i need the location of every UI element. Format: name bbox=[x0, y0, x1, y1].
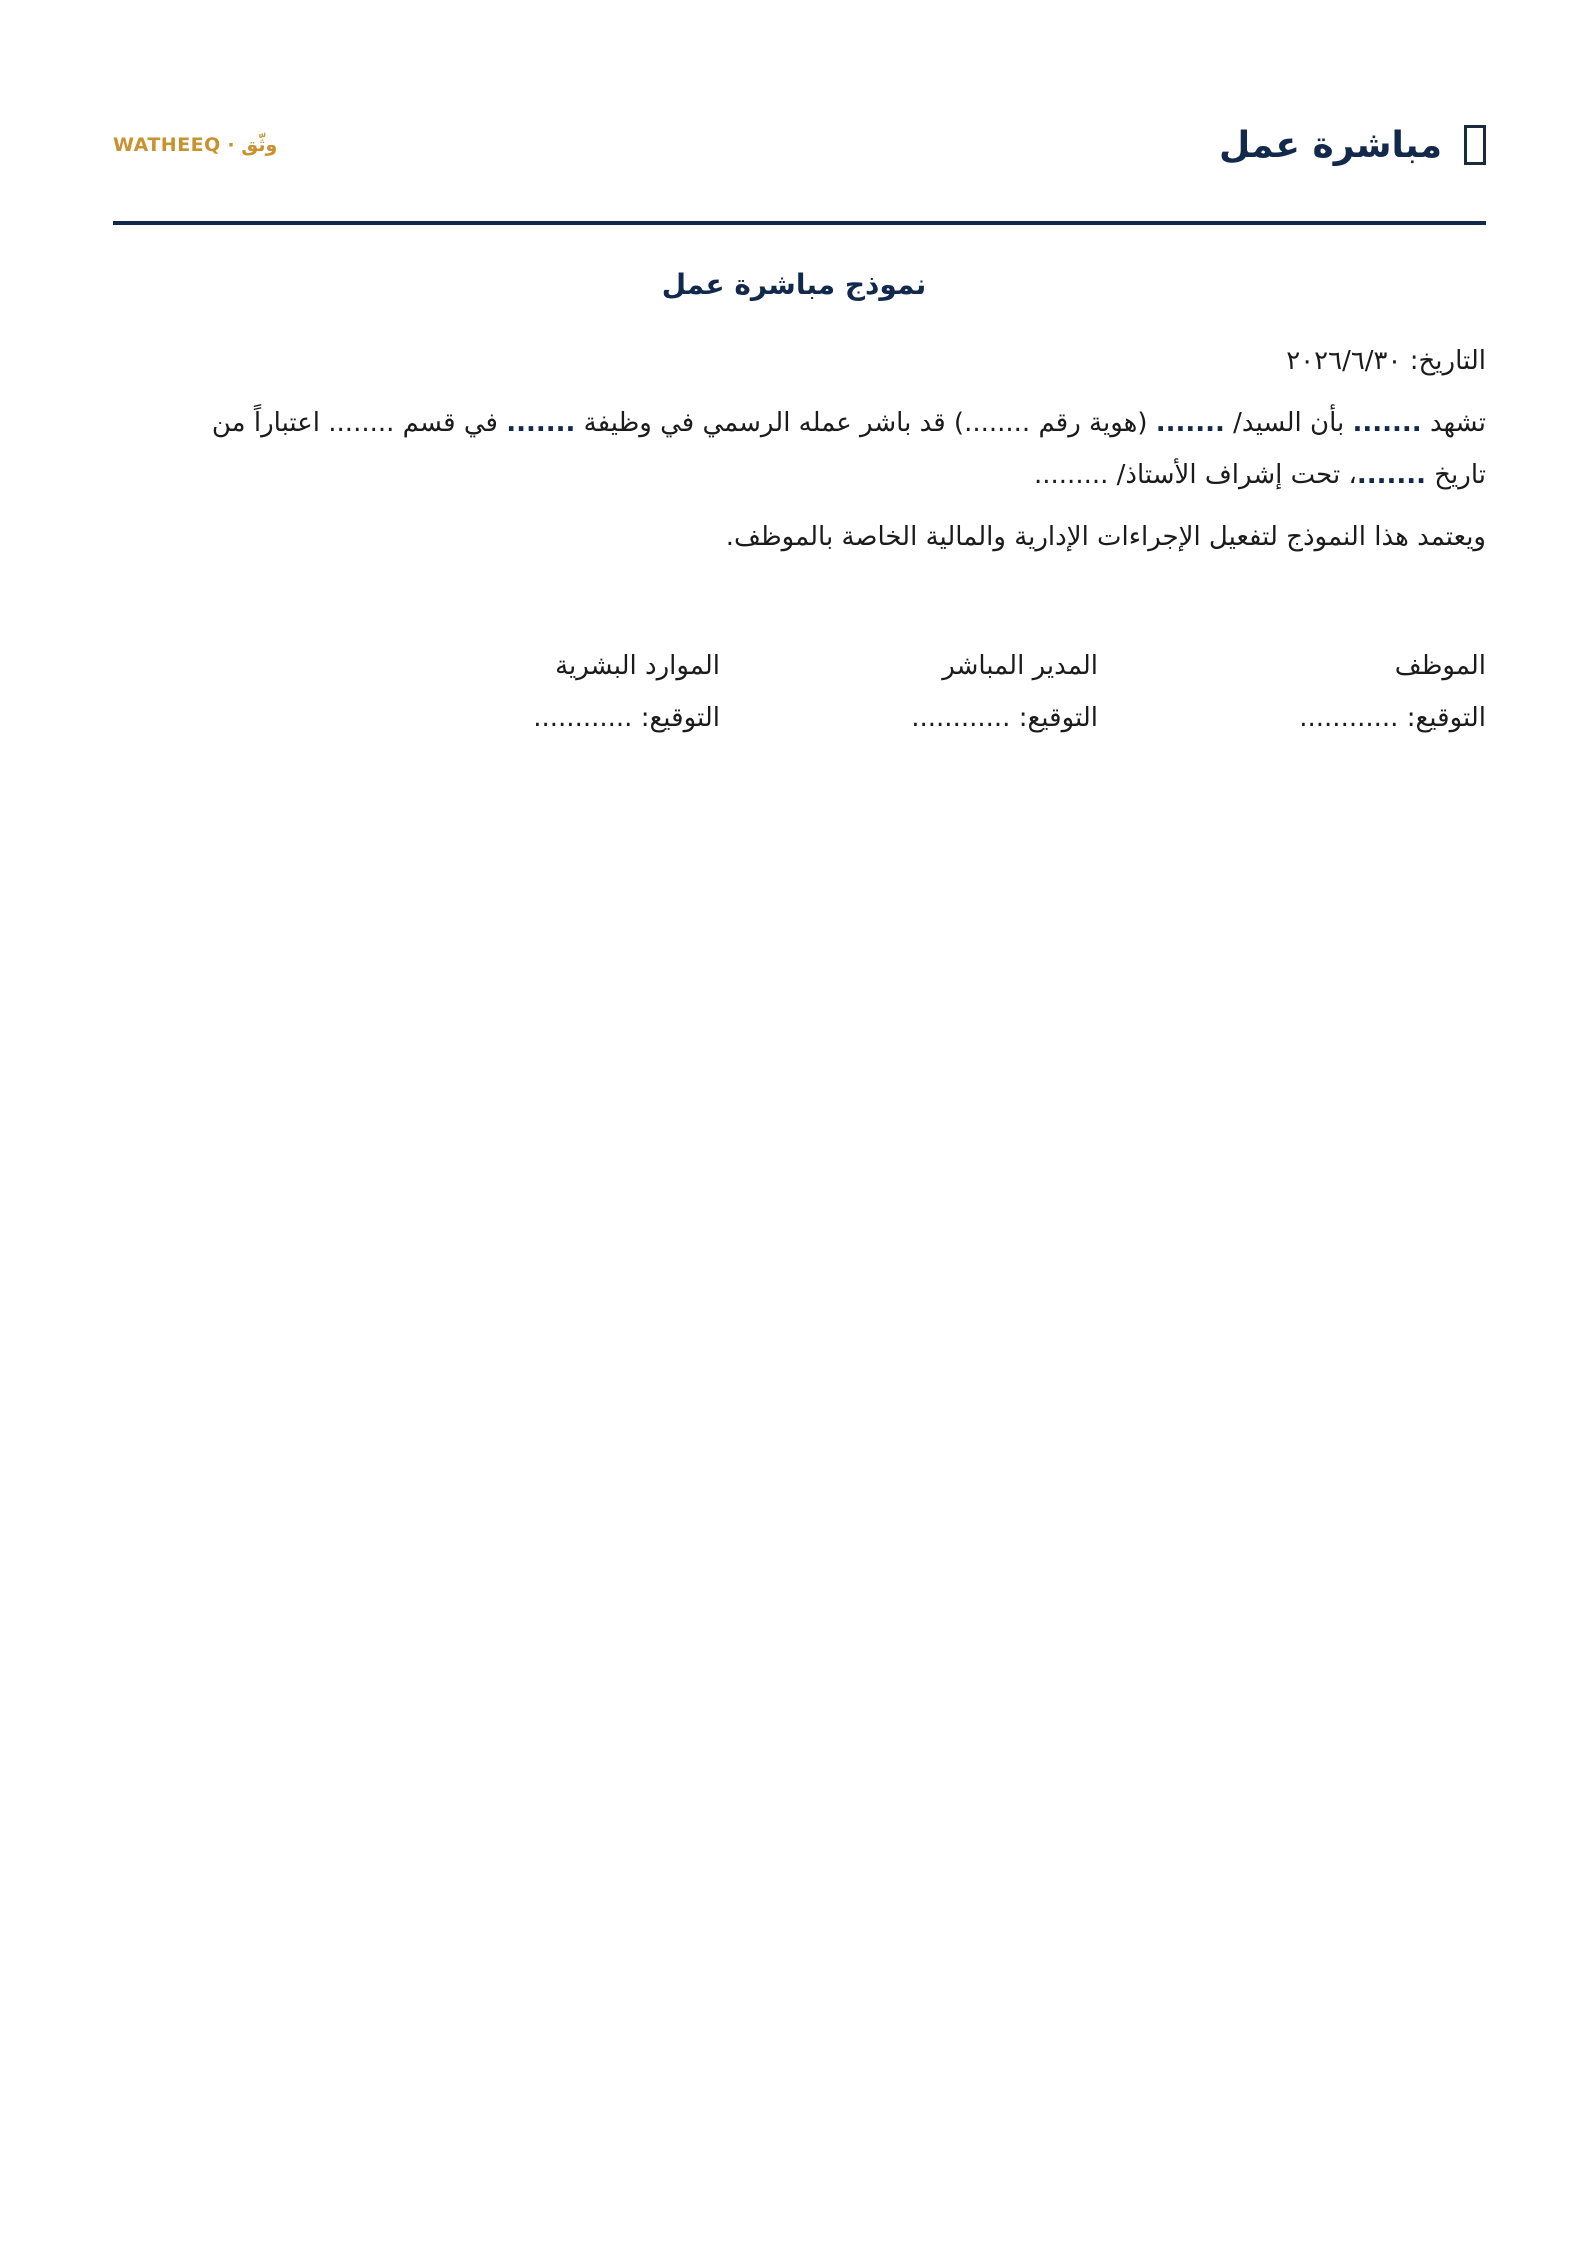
form-body bbox=[170, 335, 1486, 563]
signature-role: الموظف bbox=[1394, 651, 1486, 681]
paragraph-text-3: (هوية رقم ........) قد باشر عمله الرسمي في وظيفة bbox=[583, 408, 1148, 438]
date-line bbox=[170, 335, 1486, 387]
paragraph-text-2: بأن السيد/ bbox=[1233, 408, 1345, 438]
document-icon bbox=[1464, 125, 1486, 165]
signature-manager bbox=[738, 640, 1098, 744]
header-title: مباشرة عمل bbox=[1219, 124, 1442, 166]
brand-logo-text: وثّق · WATHEEQ bbox=[113, 134, 278, 156]
paragraph-text-4: في قسم ........ اعتباراً من تاريخ bbox=[211, 408, 1486, 490]
signature-line: التوقيع: ............ bbox=[911, 703, 1098, 733]
signature-line: التوقيع: ............ bbox=[533, 703, 720, 733]
certification-paragraph bbox=[170, 397, 1486, 501]
header-divider bbox=[113, 221, 1486, 225]
signature-hr bbox=[360, 640, 720, 744]
signature-section bbox=[360, 640, 1486, 744]
paragraph-text-5: ، تحت إشراف الأستاذ/ ......... bbox=[1034, 460, 1357, 490]
date-value: ٢٠٢٦/٦/٣٠ bbox=[1286, 346, 1402, 376]
date-label: التاريخ: bbox=[1409, 346, 1486, 376]
paragraph-text-1: تشهد bbox=[1429, 408, 1486, 438]
blank-field-name: ....... bbox=[1155, 408, 1225, 438]
signature-line: التوقيع: ............ bbox=[1299, 703, 1486, 733]
header-title-group bbox=[1219, 125, 1486, 166]
approval-paragraph: ويعتمد هذا النموذج لتفعيل الإجراءات الإدارية والمالية الخاصة بالموظف. bbox=[725, 522, 1486, 552]
document-header bbox=[113, 105, 1486, 185]
signature-role: المدير المباشر bbox=[942, 651, 1098, 681]
blank-field-1: ....... bbox=[1352, 408, 1422, 438]
signature-employee bbox=[1116, 640, 1486, 744]
blank-field-job: ....... bbox=[506, 408, 576, 438]
form-title: نموذج مباشرة عمل bbox=[661, 268, 927, 301]
blank-field-date: ....... bbox=[1356, 460, 1426, 490]
signature-role: الموارد البشرية bbox=[555, 651, 720, 681]
